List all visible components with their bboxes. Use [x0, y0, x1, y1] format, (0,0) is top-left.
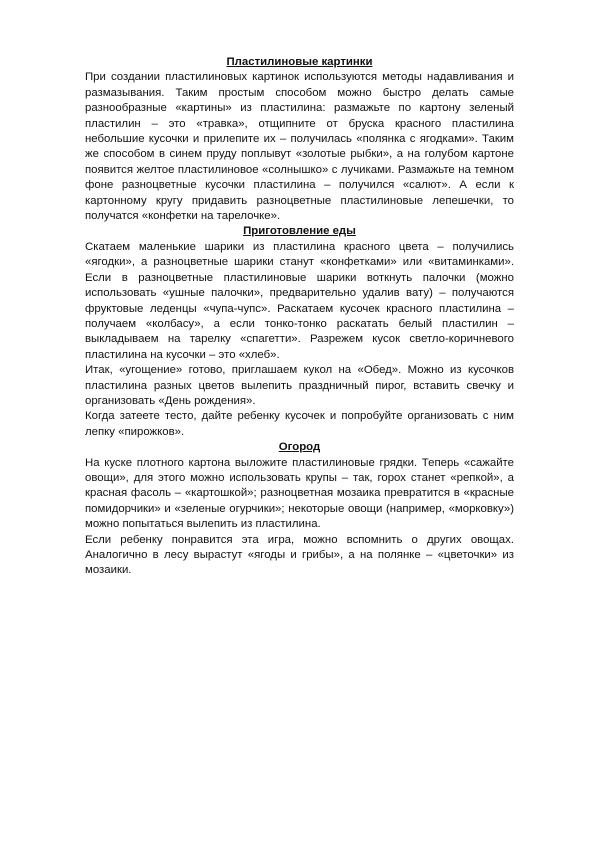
heading-garden: Огород: [278, 441, 321, 454]
paragraph: На куске плотного картона выложите пластилиновые грядки. Теперь «сажайте овощи», для этого можно использовать крупы – так, горох станет «репкой», а красная фасоль – «картошкой»; разноцветная мозаика превратится в «красные помидорчики» и «зеленые огурчики»; некоторые овощи (например, «морковку») можно попытаться вылепить из пластилина.: [85, 456, 514, 531]
paragraph: Когда затеете тесто, дайте ребенку кусочек и попробуйте организовать с ним лепку «пирожков».: [85, 410, 514, 438]
heading-food-preparation: Приготовление еды: [243, 225, 356, 238]
section-plasticine-pictures: [85, 55, 514, 224]
paragraph: Итак, «угощение» готово, приглашаем кукол на «Обед». Можно из кусочков пластилина разных цветов вылепить праздничный пирог, вставить свечку и организовать «День рождения».: [85, 364, 514, 407]
heading-plasticine-pictures: Пластилиновые картинки: [226, 56, 373, 68]
paragraph: Скатаем маленькие шарики из пластилина красного цвета – получились «ягодки», а разноцветные шарики станут «конфетками» или «витаминками». Если в разноцветные пластилиновые шарики воткнуть палочки (можно использовать «ушные палочки», предварительно удалив вату) – получаются фруктовые леденцы «чупа-чупс». Раскатаем кусочек красного пластилина – получаем «колбасу», а если тонко-тонко раскатать белый пластилин – выкладываем на тарелку «спагетти». Разрежем кусок светло-коричневого пластилина на кусочки – это «хлеб».: [85, 240, 514, 361]
section-garden: [85, 440, 514, 579]
section-food-preparation: [85, 224, 514, 440]
paragraph: Если ребенку понравится эта игра, можно вспомнить о других овощах. Аналогично в лесу вырастут «ягоды и грибы», а на полянке – «цветочки» из мозаики.: [85, 533, 514, 577]
paragraph: При создании пластилиновых картинок используются методы надавливания и размазывания. Таким простым способом можно быстро делать самые разнообразные «картины» из пластилина: размажьте по картону зеленый пластилин – это «травка», отщипните от бруска красного пластилина небольшие кусочки и прилепите их – получилась «полянка с ягодками». Таким же способом в синем пруду поплывут «золотые рыбки», а на голубом картоне появится желтое пластилиновое «солнышко» с лучиками. Размажьте на темном фоне разноцветные кусочки пластилина – получился «салют». А если к картонному кругу придавить разноцветные пластилиновые лепешечки, то получатся «конфетки на тарелочке».: [85, 71, 514, 223]
